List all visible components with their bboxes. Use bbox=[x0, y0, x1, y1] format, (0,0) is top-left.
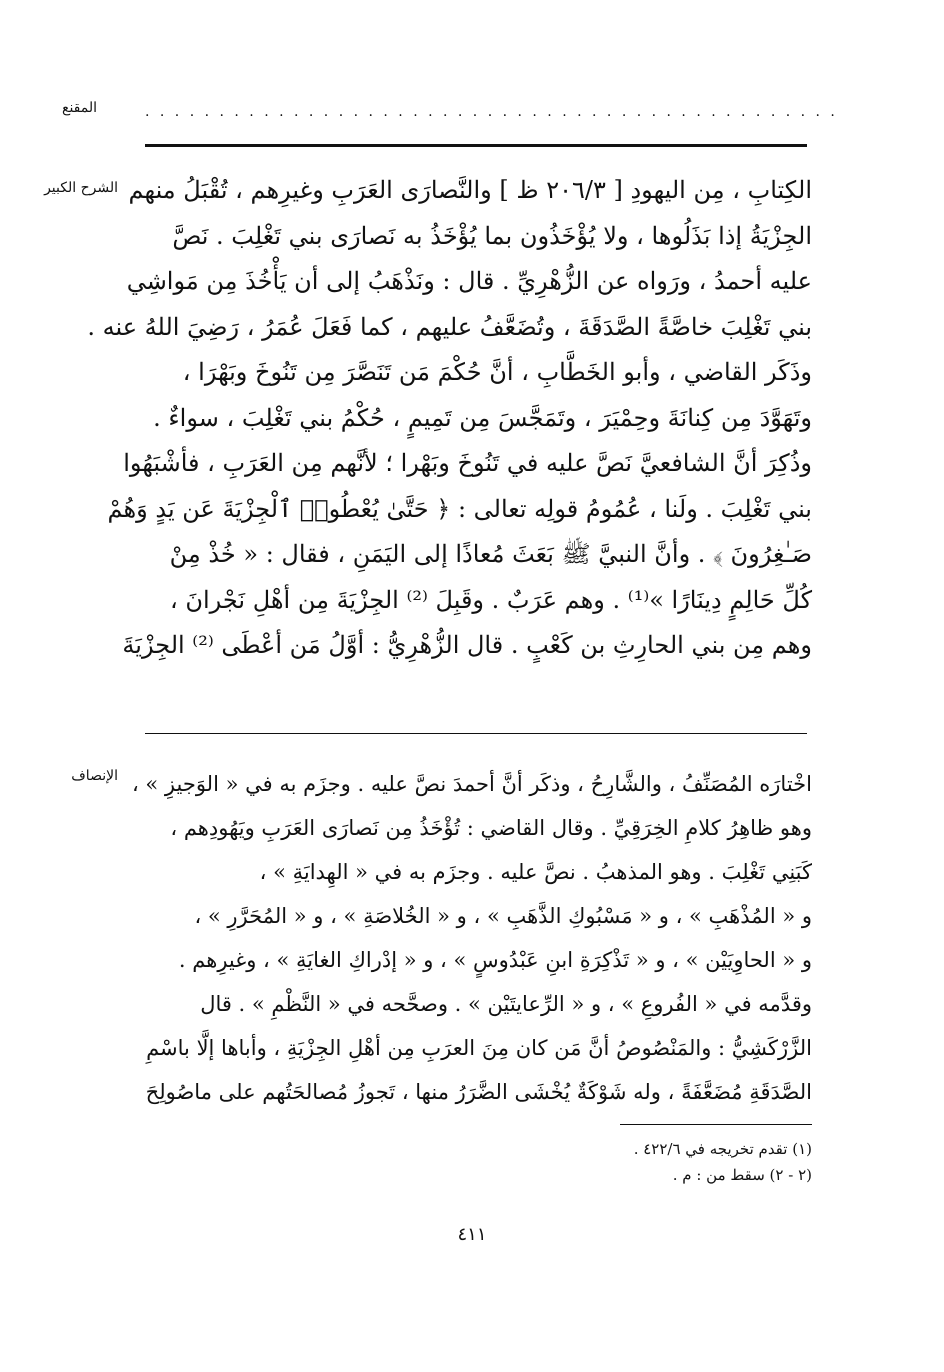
main-text-line: كُلِّ حَالِمٍ دِينَارًا »⁽¹⁾ . وهم عَرَبٌ . وقَبِلَ ⁽²⁾ الجِزْيَةَ مِن أهْلِ نَجْرانَ ، bbox=[169, 585, 812, 614]
footnotes bbox=[500, 1136, 812, 1188]
footnote-rule bbox=[620, 1124, 812, 1125]
header-rule bbox=[145, 144, 807, 147]
main-text-line: عليه أحمدُ ، ورَواه عن الزُّهْرِيِّ . قال : ونَذْهَبُ إلى أن يَأْخُذَ مِن مَواشِي bbox=[126, 267, 812, 295]
page-number: ٤١١ bbox=[457, 1224, 487, 1245]
side-label-inset: الإنصاف bbox=[71, 768, 118, 784]
inset-text-line: الصَّدَقَةِ مُضَعَّفَةً ، وله شَوْكَةٌ يُخْشَى الضَّرَرُ منها ، تَجوزُ مُصالحَتُهم على ماصُولِحَ bbox=[145, 1080, 812, 1104]
main-text-block bbox=[87, 168, 812, 669]
footnote: (١) تقدم تخريجه في ٤٢٢/٦ . bbox=[633, 1140, 812, 1158]
main-text-line: وتَهَوَّدَ مِن كِنانَةَ وحِمْيَرَ ، وتَمَجَّسَ مِن تَمِيمٍ ، حُكْمُ بني تَغْلِبَ ، سواءٌ . bbox=[153, 403, 812, 432]
inset-text-line: و « المُذْهَبِ » ، و « مَسْبُوكِ الذَّهَبِ » ، و « الخُلاصَةِ » ، و « المُحَرَّرِ » ، bbox=[194, 904, 812, 928]
inset-text-block bbox=[131, 762, 812, 1114]
main-text-line: الكِتابِ ، مِن اليهودِ [ ٢٠٦/٣ ظ ] والنَّصارَى العَرَبِ وغيرِهم ، تُقْبَلُ منهم bbox=[128, 176, 812, 204]
inset-text-line: و « الحاوِيَيْن » ، و « تَذْكِرَةِ ابنِ عَبْدُوسٍ » ، و « إدْراكِ الغايَةِ » ، وغيرِهم . bbox=[178, 948, 812, 972]
inset-text-line: وهو ظاهِرُ كلامِ الخِرَقِيِّ . وقال القاضي : تُؤْخَذُ مِن نَصارَى العَرَبِ ويَهُودِهم ، bbox=[170, 816, 812, 840]
inset-text-line: الزَّرْكَشِيُّ : والمَنْصُوصُ أنَّ مَن كان مِنَ العرَبِ مِن أهْلِ الجِزْيَةِ ، وأباها إلَّا باسْمِ bbox=[146, 1036, 812, 1060]
main-text-line: بني تَغْلِبَ خاصَّةً الصَّدَقَةَ ، وتُضَعَّفُ عليهم ، كما فَعَلَ عُمَرُ ، رَضِيَ اللهُ عنه . bbox=[87, 312, 812, 341]
inset-text-line: اخْتارَه المُصَنِّفُ ، والشَّارِحُ ، وذكَر أنَّ أحمدَ نصَّ عليه . وجزَم به في « الوَجيزِ » ، bbox=[131, 772, 812, 796]
side-label-main: الشرح الكبير bbox=[44, 180, 118, 196]
main-text-line: وذَكَر القاضي ، وأبو الخَطَّابِ ، أنَّ حُكْمَ مَن تَنَصَّرَ مِن تَنُوخَ وبَهْرَا ، bbox=[182, 358, 812, 386]
inset-text-line: كَبَنِي تَغْلِبَ . وهو المذهبُ . نصَّ عليه . وجزَم به في « الهِدايَةِ » ، bbox=[259, 860, 812, 884]
main-text-line: وذُكِرَ أنَّ الشافعيَّ نَصَّ عليه في تَنُوخَ وبَهْرا ؛ لأنَّهم مِن العَرَبِ ، فأشْبَهُوا bbox=[123, 449, 812, 477]
main-text-line: بني تَغْلِبَ . ولَنا ، عُمُومُ قولِه تعالى : ﴿ حَتَّىٰ يُعْطُوا۟ ٱلْجِزْيَةَ عَن يَدٍ وَهُمْ bbox=[107, 494, 812, 523]
running-head-title: المقنع bbox=[62, 100, 98, 116]
inset-text-line: وقدَّمه في « الفُروعِ » ، و « الرِّعايتَيْن » . وصحَّحه في « النَّظْمِ » . قال bbox=[200, 992, 812, 1016]
main-text-line: وهم مِن بني الحارِثِ بن كَعْبٍ . قال الزُّهْرِيُّ : أوَّلُ مَن أعْطَى ⁽²⁾ الجِزْيَةَ bbox=[122, 631, 812, 659]
running-head-dots: . . . . . . . . . . . . . . . . . . . . . . . . . . . . . . . . . . . . . . . . . . . . . . . bbox=[145, 104, 838, 120]
main-text-line: الجِزْيَةُ إذا بَذَلُوها ، ولا يُؤْخَذُون بما يُؤْخَذُ به نَصارَى بني تَغْلِبَ . نَصَّ bbox=[172, 221, 812, 250]
footnote: (٢ - ٢) سقط من : م . bbox=[672, 1166, 812, 1184]
main-text-line: صَـٰغِرُونَ ﴾ . وأنَّ النبيَّ ﷺ بَعَثَ مُعاذًا إلى اليَمَنِ ، فقال : « خُذْ مِنْ bbox=[169, 540, 812, 568]
section-divider bbox=[145, 733, 807, 734]
